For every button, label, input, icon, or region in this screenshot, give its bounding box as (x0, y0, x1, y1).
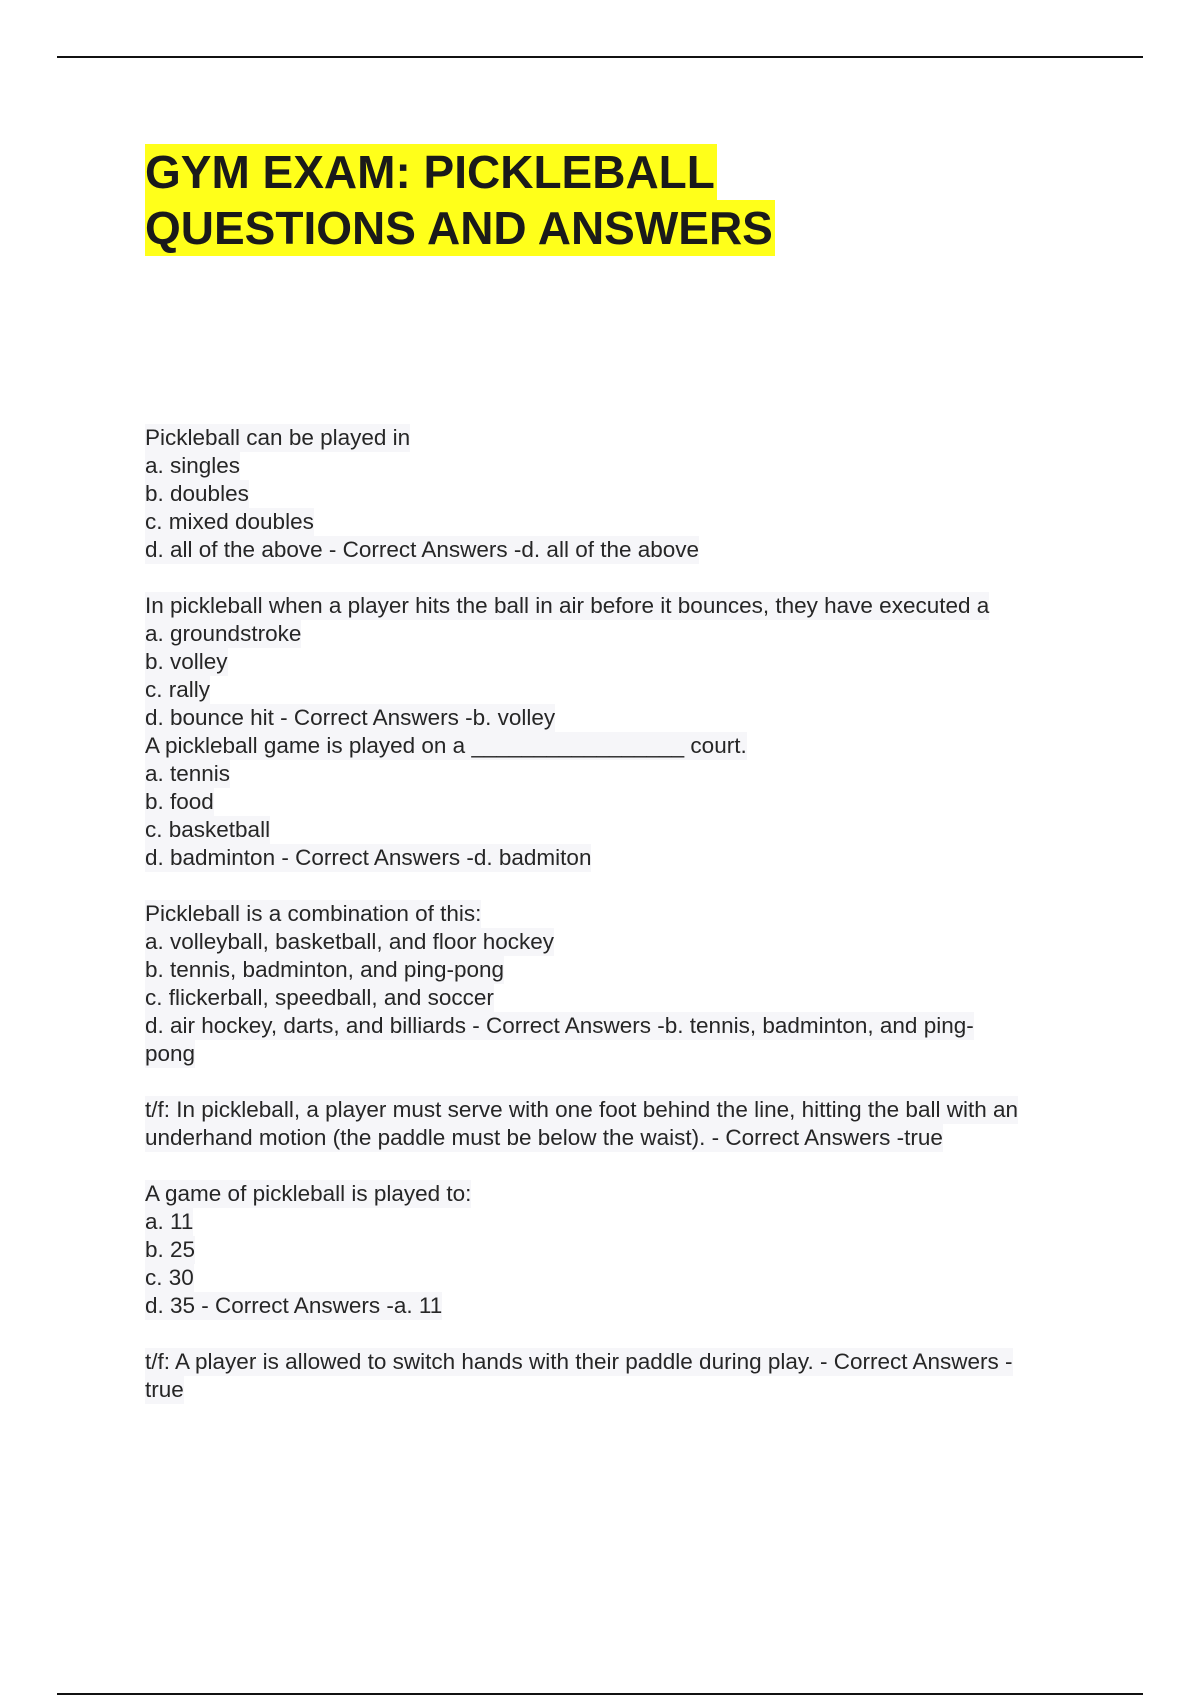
question-text: t/f: In pickleball, a player must serve with one foot behind the line, hitting the ball with an (145, 1097, 1018, 1122)
page-title (145, 144, 775, 256)
answer-option: b. doubles (145, 481, 249, 506)
question-text: underhand motion (the paddle must be below the waist). - Correct Answers -true (145, 1125, 943, 1150)
answer-option: b. food (145, 789, 214, 814)
answer-option: c. 30 (145, 1265, 194, 1290)
answer-option: d. badminton - Correct Answers -d. badmiton (145, 845, 592, 870)
answer-option: pong (145, 1041, 196, 1066)
question-block (145, 732, 1095, 872)
answer-option: b. 25 (145, 1237, 196, 1262)
question-text: t/f: A player is allowed to switch hands with their paddle during play. - Correct Answers - (145, 1349, 1013, 1374)
bottom-rule (57, 1693, 1143, 1695)
top-rule (57, 56, 1143, 58)
answer-option: a. tennis (145, 761, 231, 786)
question-block (145, 900, 1095, 1068)
answer-option: a. groundstroke (145, 621, 302, 646)
question-block (145, 1096, 1095, 1152)
title-line: QUESTIONS AND ANSWERS (145, 202, 773, 254)
question-block (145, 592, 1095, 732)
answer-option: d. air hockey, darts, and billiards - Correct Answers -b. tennis, badminton, and ping- (145, 1013, 974, 1038)
question-list (145, 424, 1095, 1432)
answer-option: a. volleyball, basketball, and floor hockey (145, 929, 554, 954)
answer-option: c. rally (145, 677, 211, 702)
answer-option: a. singles (145, 453, 241, 478)
question-text: A pickleball game is played on a _________________ court. (145, 733, 747, 758)
answer-option: c. flickerball, speedball, and soccer (145, 985, 494, 1010)
answer-option: c. mixed doubles (145, 509, 314, 534)
question-text: A game of pickleball is played to: (145, 1181, 472, 1206)
question-text: true (145, 1377, 184, 1402)
title-line: GYM EXAM: PICKLEBALL (145, 146, 715, 198)
answer-option: c. basketball (145, 817, 271, 842)
answer-option: b. tennis, badminton, and ping-pong (145, 957, 505, 982)
question-block (145, 1180, 1095, 1320)
answer-option: d. all of the above - Correct Answers -d. all of the above (145, 537, 700, 562)
answer-option: a. 11 (145, 1209, 194, 1234)
question-text: In pickleball when a player hits the ball in air before it bounces, they have executed a (145, 593, 990, 618)
question-text: Pickleball can be played in (145, 425, 411, 450)
question-block (145, 1348, 1095, 1404)
answer-option: d. 35 - Correct Answers -a. 11 (145, 1293, 443, 1318)
answer-option: d. bounce hit - Correct Answers -b. volley (145, 705, 556, 730)
question-text: Pickleball is a combination of this: (145, 901, 482, 926)
answer-option: b. volley (145, 649, 228, 674)
question-block (145, 424, 1095, 564)
